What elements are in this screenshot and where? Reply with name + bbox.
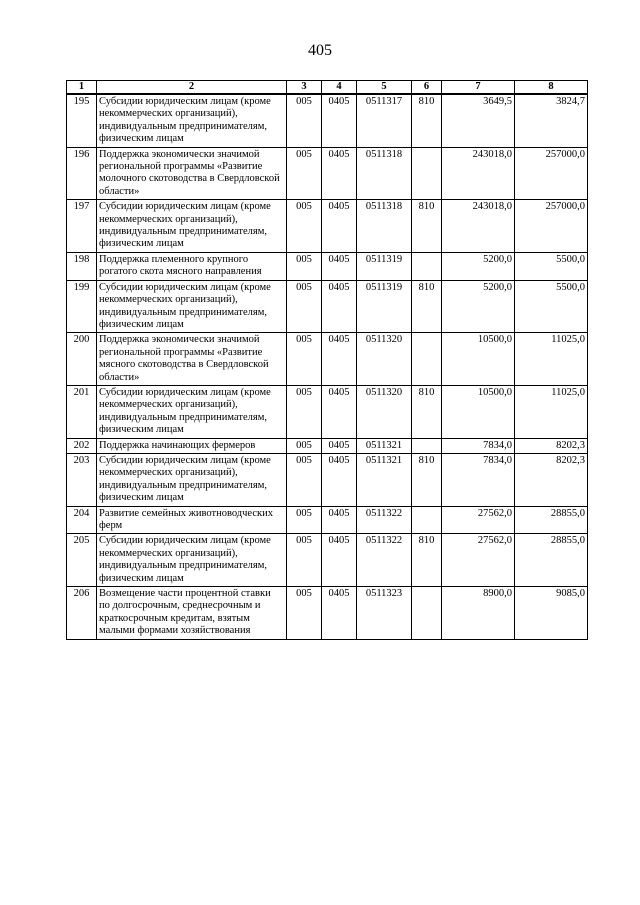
- amount-year-2: 9085,0: [515, 587, 588, 640]
- amount-year-1: 27562,0: [442, 534, 515, 587]
- row-description: Субсидии юридическим лицам (кроме некоммерческих организаций), индивидуальным предпринимателям, физическим лицам: [97, 94, 287, 147]
- amount-year-1: 3649,5: [442, 94, 515, 147]
- row-number: 203: [67, 453, 97, 506]
- page-number: 405: [308, 42, 332, 59]
- code-ministry: 005: [287, 385, 322, 438]
- code-ministry: 005: [287, 534, 322, 587]
- row-description: Субсидии юридическим лицам (кроме некоммерческих организаций), индивидуальным предпринимателям, физическим лицам: [97, 280, 287, 333]
- amount-year-1: 8900,0: [442, 587, 515, 640]
- amount-year-1: 10500,0: [442, 385, 515, 438]
- table-body: [67, 94, 588, 639]
- code-target: 0511320: [357, 333, 412, 386]
- code-target: 0511322: [357, 506, 412, 534]
- table-row: [67, 587, 588, 640]
- row-number: 201: [67, 385, 97, 438]
- table-row: [67, 385, 588, 438]
- amount-year-2: 257000,0: [515, 200, 588, 253]
- code-target: 0511318: [357, 200, 412, 253]
- row-description: Субсидии юридическим лицам (кроме некоммерческих организаций), индивидуальным предпринимателям, физическим лицам: [97, 385, 287, 438]
- code-expense-type: 810: [412, 534, 442, 587]
- code-ministry: 005: [287, 333, 322, 386]
- row-number: 197: [67, 200, 97, 253]
- code-section: 0405: [322, 534, 357, 587]
- code-section: 0405: [322, 252, 357, 280]
- amount-year-2: 5500,0: [515, 280, 588, 333]
- row-number: 199: [67, 280, 97, 333]
- table-row: [67, 534, 588, 587]
- table-row: [67, 333, 588, 386]
- amount-year-2: 3824,7: [515, 94, 588, 147]
- code-ministry: 005: [287, 280, 322, 333]
- row-description: Поддержка экономически значимой региональной программы «Развитие мясного скотоводства в Свердловской области»: [97, 333, 287, 386]
- row-number: 200: [67, 333, 97, 386]
- row-number: 204: [67, 506, 97, 534]
- code-target: 0511323: [357, 587, 412, 640]
- amount-year-1: 5200,0: [442, 280, 515, 333]
- code-target: 0511321: [357, 453, 412, 506]
- amount-year-1: 7834,0: [442, 453, 515, 506]
- code-section: 0405: [322, 587, 357, 640]
- code-target: 0511317: [357, 94, 412, 147]
- table-row: [67, 438, 588, 453]
- column-header: 1: [67, 81, 97, 95]
- amount-year-1: 243018,0: [442, 200, 515, 253]
- amount-year-2: 11025,0: [515, 385, 588, 438]
- amount-year-2: 257000,0: [515, 147, 588, 200]
- code-section: 0405: [322, 438, 357, 453]
- code-ministry: 005: [287, 587, 322, 640]
- amount-year-2: 8202,3: [515, 453, 588, 506]
- row-description: Субсидии юридическим лицам (кроме некоммерческих организаций), индивидуальным предпринимателям, физическим лицам: [97, 534, 287, 587]
- table-row: [67, 506, 588, 534]
- amount-year-1: 7834,0: [442, 438, 515, 453]
- code-expense-type: [412, 252, 442, 280]
- row-number: 195: [67, 94, 97, 147]
- column-header: 5: [357, 81, 412, 95]
- code-section: 0405: [322, 385, 357, 438]
- amount-year-1: 27562,0: [442, 506, 515, 534]
- code-expense-type: [412, 147, 442, 200]
- row-description: Субсидии юридическим лицам (кроме некоммерческих организаций), индивидуальным предпринимателям, физическим лицам: [97, 453, 287, 506]
- row-description: Субсидии юридическим лицам (кроме некоммерческих организаций), индивидуальным предпринимателям, физическим лицам: [97, 200, 287, 253]
- code-expense-type: 810: [412, 200, 442, 253]
- code-expense-type: 810: [412, 280, 442, 333]
- row-description: Поддержка племенного крупного рогатого скота мясного направления: [97, 252, 287, 280]
- code-section: 0405: [322, 506, 357, 534]
- code-expense-type: 810: [412, 453, 442, 506]
- code-expense-type: 810: [412, 385, 442, 438]
- code-target: 0511320: [357, 385, 412, 438]
- amount-year-2: 8202,3: [515, 438, 588, 453]
- amount-year-1: 243018,0: [442, 147, 515, 200]
- code-ministry: 005: [287, 200, 322, 253]
- column-header: 8: [515, 81, 588, 95]
- code-expense-type: 810: [412, 94, 442, 147]
- table-row: [67, 252, 588, 280]
- table-row: [67, 94, 588, 147]
- column-header: 2: [97, 81, 287, 95]
- code-expense-type: [412, 438, 442, 453]
- code-section: 0405: [322, 333, 357, 386]
- code-target: 0511321: [357, 438, 412, 453]
- code-ministry: 005: [287, 252, 322, 280]
- header-row: [67, 81, 588, 95]
- code-section: 0405: [322, 280, 357, 333]
- column-header: 4: [322, 81, 357, 95]
- code-target: 0511322: [357, 534, 412, 587]
- code-ministry: 005: [287, 453, 322, 506]
- row-description: Поддержка экономически значимой региональной программы «Развитие молочного скотоводства в Свердловской области»: [97, 147, 287, 200]
- table-row: [67, 200, 588, 253]
- amount-year-2: 28855,0: [515, 506, 588, 534]
- amount-year-2: 5500,0: [515, 252, 588, 280]
- code-section: 0405: [322, 94, 357, 147]
- row-number: 198: [67, 252, 97, 280]
- code-section: 0405: [322, 453, 357, 506]
- column-header: 6: [412, 81, 442, 95]
- table-row: [67, 280, 588, 333]
- code-section: 0405: [322, 147, 357, 200]
- code-expense-type: [412, 587, 442, 640]
- column-header: 7: [442, 81, 515, 95]
- code-target: 0511319: [357, 252, 412, 280]
- code-ministry: 005: [287, 94, 322, 147]
- code-expense-type: [412, 506, 442, 534]
- code-target: 0511319: [357, 280, 412, 333]
- column-header: 3: [287, 81, 322, 95]
- code-section: 0405: [322, 200, 357, 253]
- code-target: 0511318: [357, 147, 412, 200]
- row-number: 206: [67, 587, 97, 640]
- table-row: [67, 147, 588, 200]
- amount-year-2: 28855,0: [515, 534, 588, 587]
- row-description: Возмещение части процентной ставки по долгосрочным, среднесрочным и краткосрочным кредитам, взятым малыми формами хозяйствования: [97, 587, 287, 640]
- table-row: [67, 453, 588, 506]
- budget-table: [66, 80, 588, 640]
- amount-year-2: 11025,0: [515, 333, 588, 386]
- row-number: 205: [67, 534, 97, 587]
- code-ministry: 005: [287, 147, 322, 200]
- code-ministry: 005: [287, 438, 322, 453]
- row-number: 202: [67, 438, 97, 453]
- code-ministry: 005: [287, 506, 322, 534]
- row-number: 196: [67, 147, 97, 200]
- amount-year-1: 5200,0: [442, 252, 515, 280]
- code-expense-type: [412, 333, 442, 386]
- row-description: Поддержка начинающих фермеров: [97, 438, 287, 453]
- amount-year-1: 10500,0: [442, 333, 515, 386]
- row-description: Развитие семейных животноводческих ферм: [97, 506, 287, 534]
